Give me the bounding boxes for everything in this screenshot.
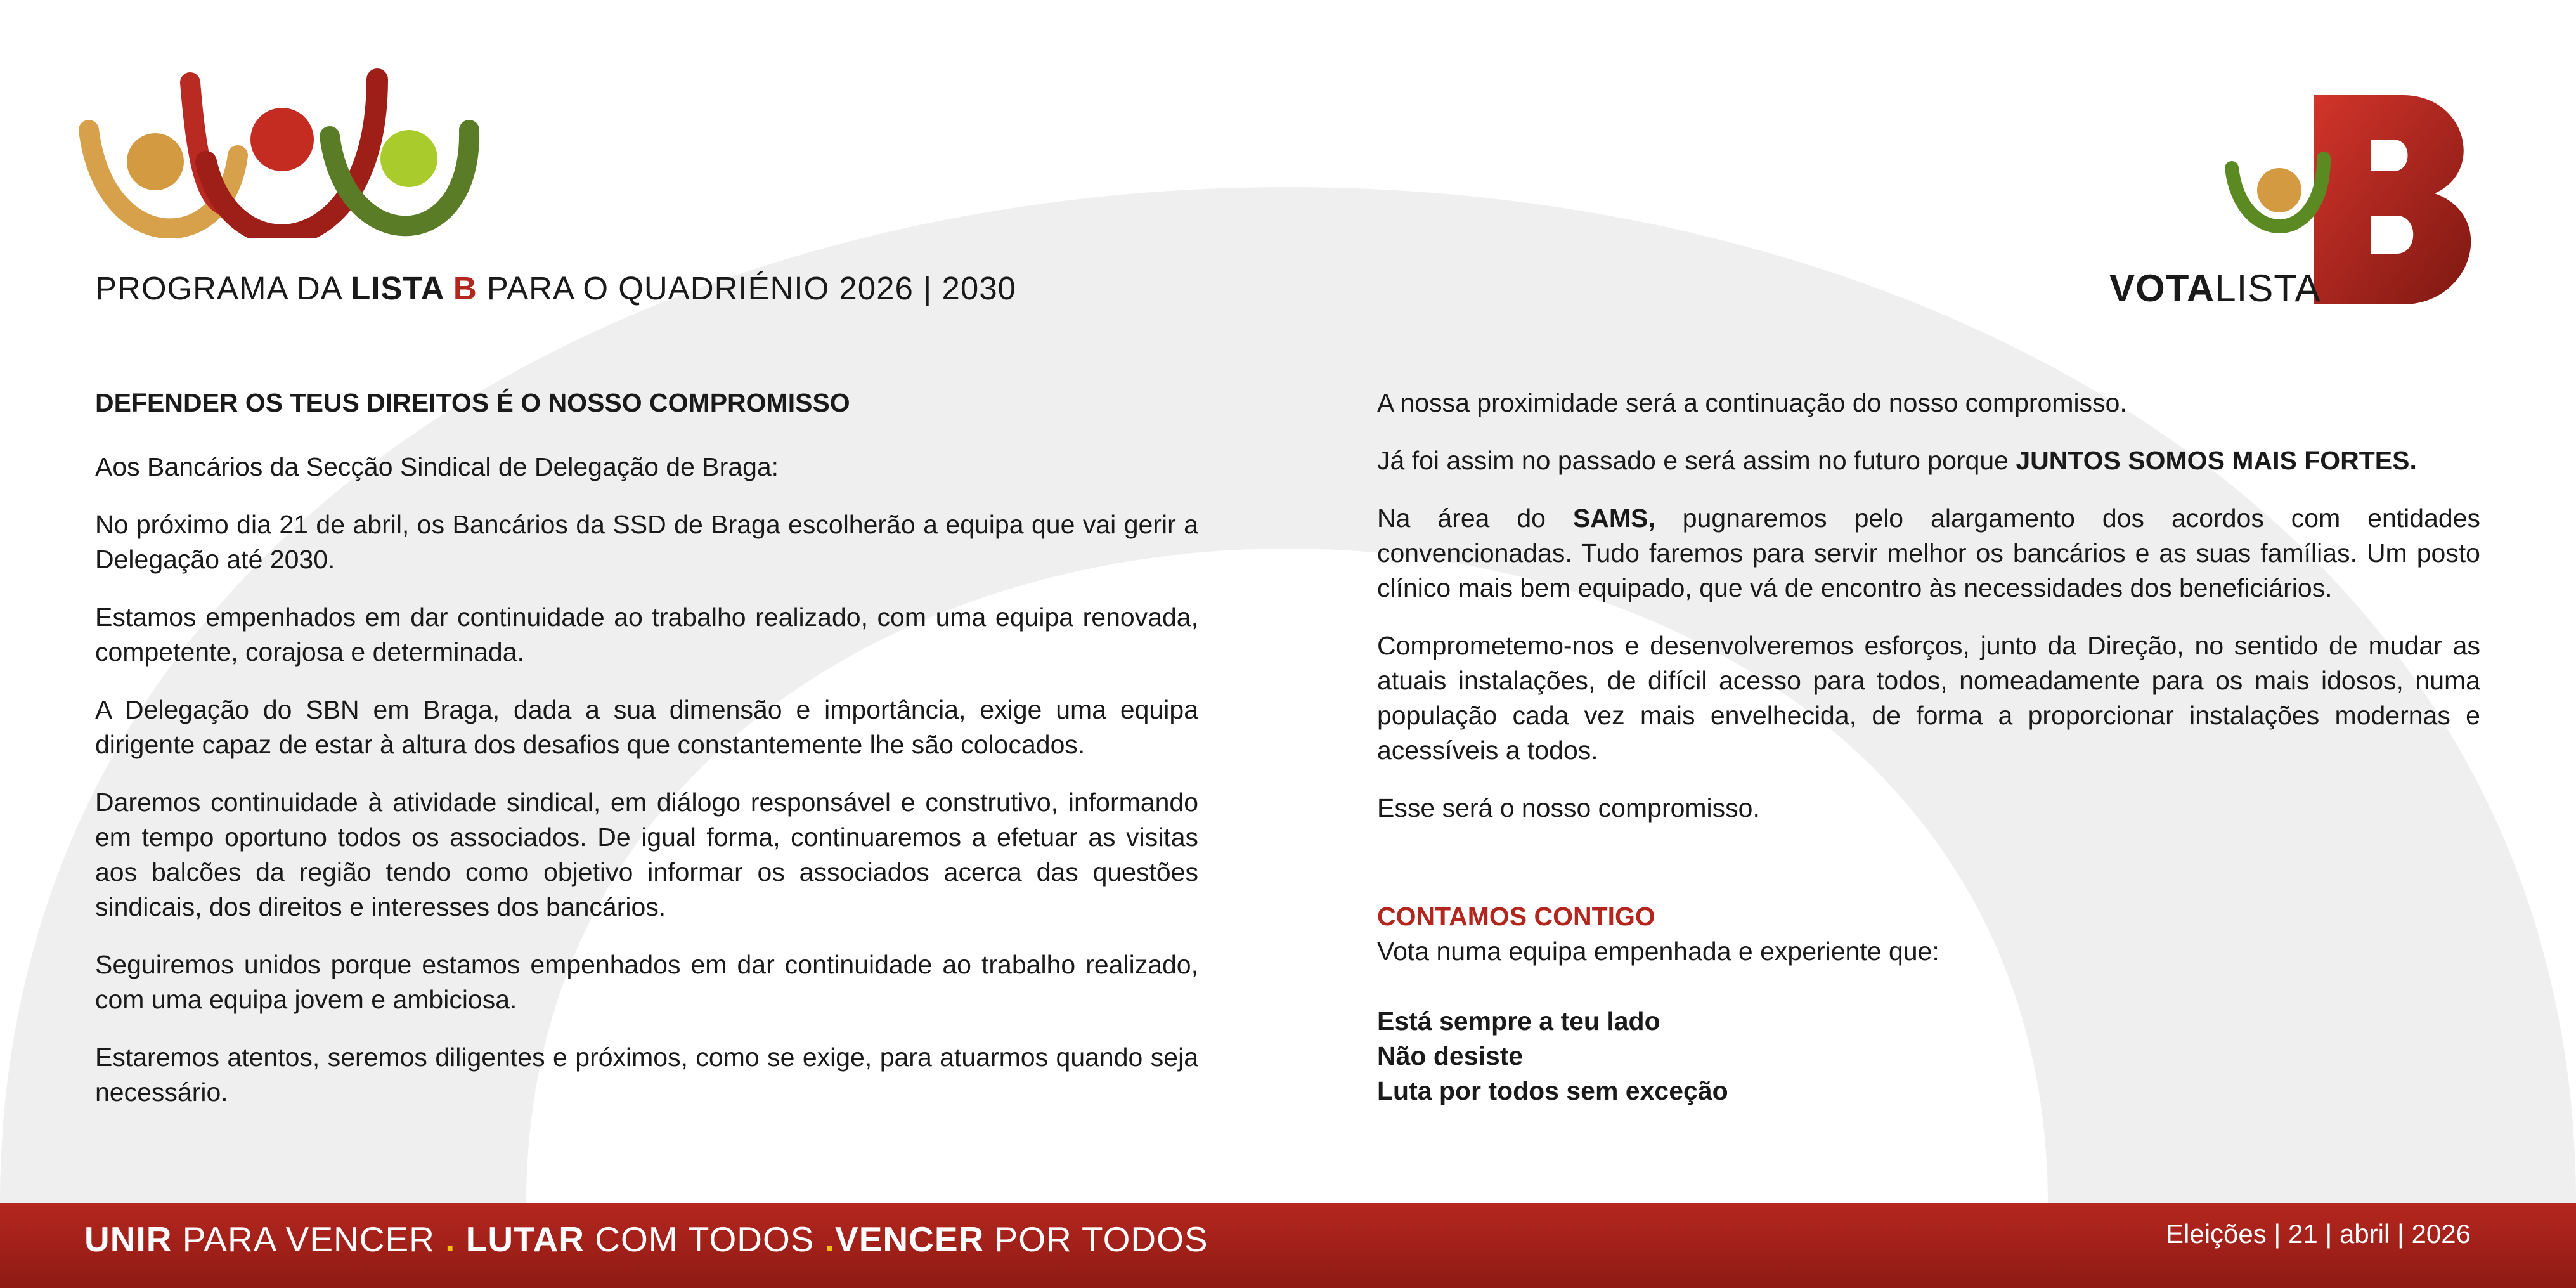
program-title: PROGRAMA DA LISTA B PARA O QUADRIÉNIO 2026 | 2030 [95,270,1016,306]
paragraph: Na área do SAMS, pugnaremos pelo alargamento dos acordos com entidades convencionadas. Tudo faremos para servir melhor os bancários e as suas famílias. Um posto clínico mais bem equipado, que vá de encontro às necessidades dos beneficiários. [1377,504,2480,602]
section-heading: DEFENDER OS TEUS DIREITOS É O NOSSO COMPROMISSO [95,388,850,417]
contamos-contigo-heading: CONTAMOS CONTIGO [1377,902,1655,931]
vota-lista-text: VOTALISTA [2109,267,2321,309]
election-date: Eleições | 21 | abril | 2026 [2165,1219,2471,1249]
paragraph: A nossa proximidade será a continuação do nosso compromisso. [1377,388,2127,417]
footer-slogan: UNIR PARA VENCER . LUTAR COM TODOS .VENCER POR TODOS [84,1220,1208,1259]
paragraph: Estamos empenhados em dar continuidade ao trabalho realizado, com uma equipa renovada, competente, corajosa e determinada. [95,602,1198,667]
paragraph: Esse será o nosso compromisso. [1377,793,1760,823]
paragraph: No próximo dia 21 de abril, os Bancários da SSD de Braga escolherão a equipa que vai gerir a Delegação até 2030. [95,510,1198,574]
paragraph: A Delegação do SBN em Braga, dada a sua dimensão e importância, exige uma equipa dirigente capaz de estar à altura dos desafios que constantemente lhe são colocados. [95,695,1198,759]
paragraph: Já foi assim no passado e será assim no futuro porque JUNTOS SOMOS MAIS FORTES. [1377,446,2417,475]
left-column [95,386,1198,1133]
people-logo [79,67,485,238]
paragraph: Aos Bancários da Secção Sindical de Delegação de Braga: [95,452,779,481]
list-item: Não desiste [1377,1041,1524,1070]
list-item: Luta por todos sem exceção [1377,1076,1728,1105]
paragraph: Estaremos atentos, seremos diligentes e próximos, como se exige, para atuarmos quando seja necessário. [95,1043,1198,1107]
contamos-text: Vota numa equipa empenhada e experiente que: [1377,937,1939,966]
paragraph: Daremos continuidade à atividade sindical, em diálogo responsável e construtivo, informando em tempo oportuno todos os associados. De igual forma, continuaremos a efetuar as visitas aos balcões da região tendo como objetivo informar os associados acerca das questões sindicais, dos direitos e interesses dos bancários. [95,788,1198,921]
paragraph: Comprometemo-nos e desenvolveremos esforços, junto da Direção, no sentido de mudar as atuais instalações, de difícil acesso para todos, nomeadamente para os mais idosos, numa população cada vez mais envelhecida, de forma a proporcionar instalações modernas e acessíveis a todos. [1377,631,2480,765]
footer-bar [0,1203,2576,1288]
paragraph: Seguiremos unidos porque estamos empenhados em dar continuidade ao trabalho realizado, com uma equipa jovem e ambiciosa. [95,950,1198,1014]
right-column [1377,386,2480,1109]
list-item: Está sempre a teu lado [1377,1006,1660,1036]
